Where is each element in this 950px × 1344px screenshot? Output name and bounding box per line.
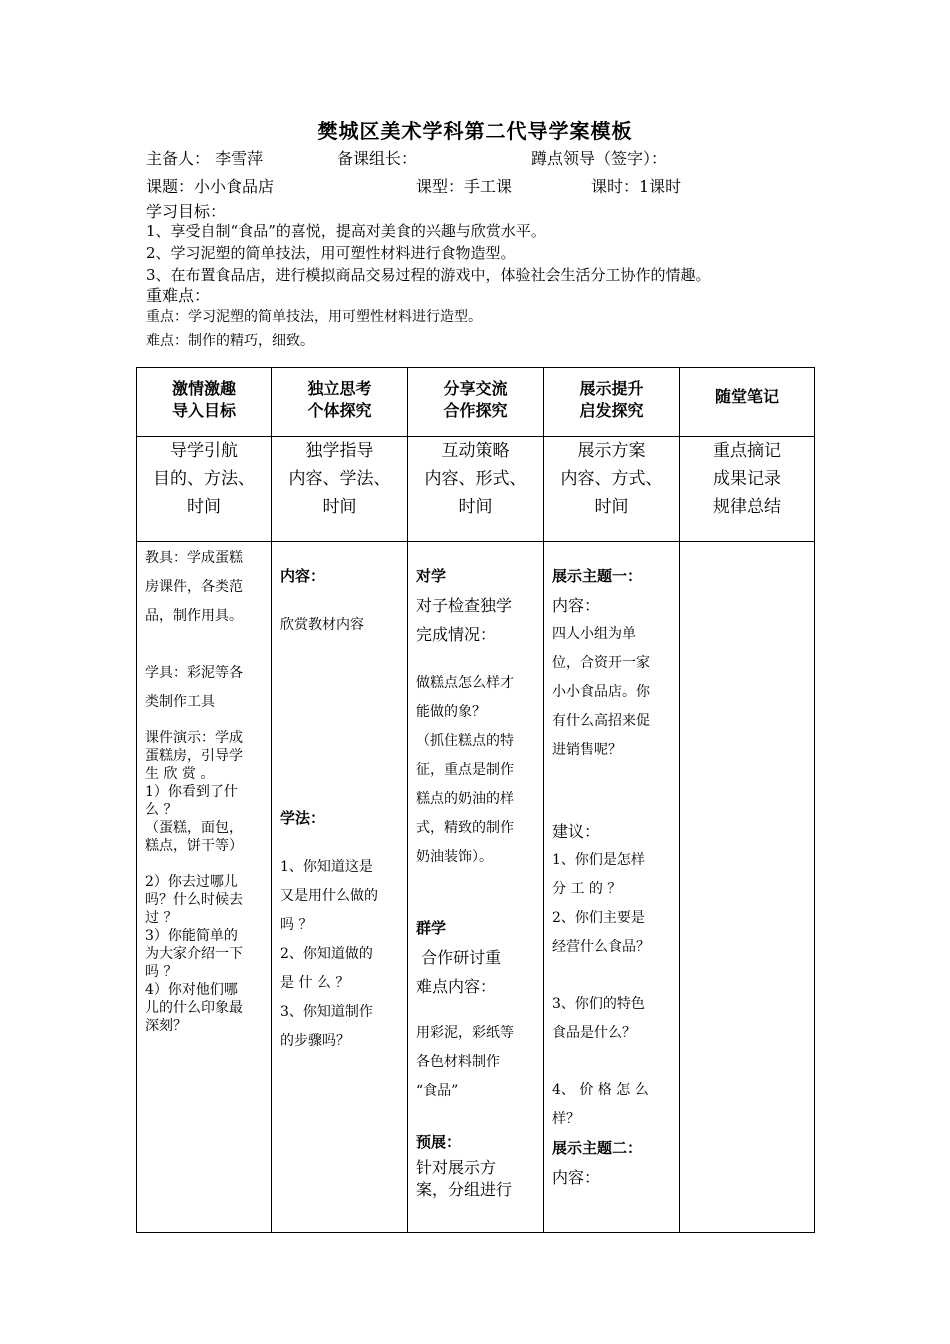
objective-item: 1、享受自制“食品”的喜悦，提高对美食的兴趣与欣赏水平。 xyxy=(146,222,546,240)
subheader-cell: 导学引航 目的、方法、 时间 xyxy=(137,437,272,542)
table-subheader-row xyxy=(137,437,815,542)
header-cell: 独立思考 个体探究 xyxy=(272,368,408,437)
lesson-hours: 课时：1课时 xyxy=(591,177,682,196)
lesson-topic: 课题：小小食品店 xyxy=(146,177,275,196)
key-point: 重点：学习泥塑的简单技法，用可塑性材料进行造型。 xyxy=(146,309,482,325)
individual-study-cell: 内容： 欣赏教材内容 学法： 1、你知道这是 又是用什么做的 吗 ？ 2、你知道做的 是 什 么 ？ 3、你知道制作 的步骤吗？ xyxy=(272,542,408,1233)
preparer: 主备人： 李雪萍 xyxy=(146,149,264,168)
group-leader: 备课组长： xyxy=(337,149,418,168)
table-header-row xyxy=(137,368,815,437)
page-title: 樊城区美术学科第二代导学案模板 xyxy=(317,119,633,143)
lesson-type: 课型：手工课 xyxy=(416,177,513,196)
subheader-cell: 独学指导 内容、学法、 时间 xyxy=(272,437,408,542)
subheader-cell: 展示方案 内容、方式、 时间 xyxy=(544,437,680,542)
header-cell: 展示提升 启发探究 xyxy=(544,368,680,437)
header-cell: 激情激趣 导入目标 xyxy=(137,368,272,437)
presentation-cell: 展示主题一： 内容： 四人小组为单 位，合资开一家 小小食品店。你 有什么高招来促 进销售呢？ 建议： 1、你们是怎样 分 工 的 ？ 2、你们主要是 经营什么食品？ 3、你们的特色 食品是什么？ 4、 价 格 怎 么 样？ 展示主题二： 内容： xyxy=(544,542,680,1233)
header-cell: 分享交流 合作探究 xyxy=(408,368,544,437)
header-cell: 随堂笔记 xyxy=(680,368,815,437)
subheader-cell: 重点摘记 成果记录 规律总结 xyxy=(680,437,815,542)
guide-cell: 教具：学成蛋糕 房课件，各类范 品，制作用具。 学具：彩泥等各 类制作工具 课件演示：学成 蛋糕房，引导学 生 欣 赏 。 1）你看到了什 么 ？ （蛋糕，面包， 糕点，饼干等） 2）你去过哪儿 吗？什么时候去 过 ？ 3）你能简单的 为大家介绍一下 吗 ？ 4）你对他们哪 儿的什么印象最 深刻？ xyxy=(137,542,272,1233)
supervisor-signature: 蹲点领导（签字）： xyxy=(531,149,668,168)
table-body-row xyxy=(137,542,815,1233)
study-plan-table xyxy=(136,367,815,1233)
cooperative-study-cell: 对学 对子检查独学 完成情况： 做糕点怎么样才 能做的象？ （抓住糕点的特 征，重点是制作 糕点的奶油的样 式，精致的制作 奶油装饰）。 群学 合作研讨重 难点内容： 用彩泥，彩纸等 各色材料制作 “食品” 预展： 针对展示方 案，分组进行 xyxy=(408,542,544,1233)
key-points-label: 重难点： xyxy=(146,286,211,305)
objective-item: 3、在布置食品店，进行模拟商品交易过程的游戏中，体验社会生活分工协作的情趣。 xyxy=(146,266,711,284)
notes-cell xyxy=(680,542,815,1233)
difficult-point: 难点：制作的精巧，细致。 xyxy=(146,333,314,349)
objectives-label: 学习目标： xyxy=(146,202,227,221)
objective-item: 2、学习泥塑的简单技法，用可塑性材料进行食物造型。 xyxy=(146,244,516,262)
subheader-cell: 互动策略 内容、形式、 时间 xyxy=(408,437,544,542)
